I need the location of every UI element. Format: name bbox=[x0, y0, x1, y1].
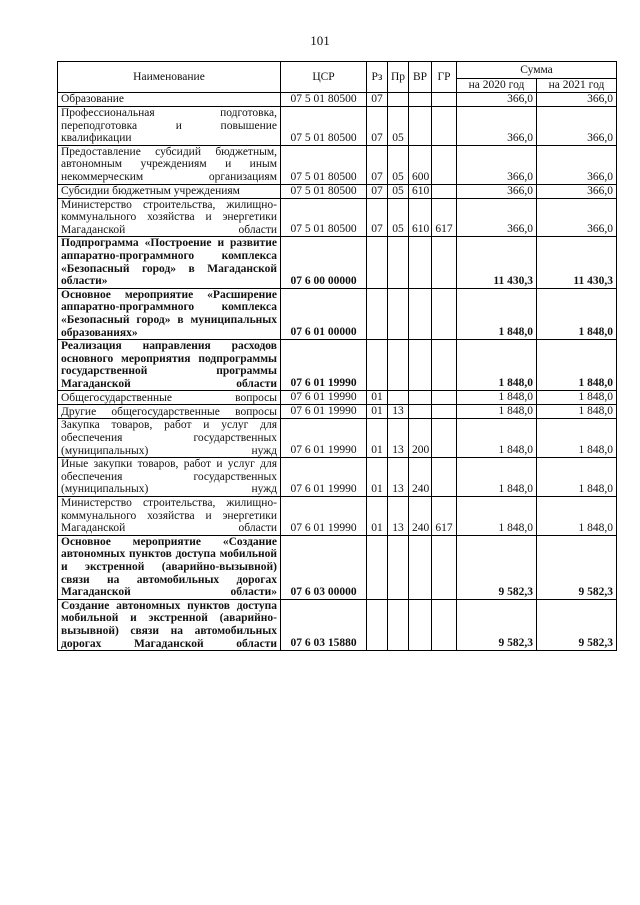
row-rz: 07 bbox=[367, 93, 388, 107]
row-sum-2021: 1 848,0 bbox=[537, 288, 617, 339]
row-gr bbox=[432, 419, 457, 458]
row-vr: 610 bbox=[409, 184, 432, 198]
row-gr bbox=[432, 93, 457, 107]
row-vr: 610 bbox=[409, 198, 432, 237]
row-name: Предоставление субсидий бюджетным, автономным учреждениям и иным некоммерческим организациям bbox=[58, 145, 281, 184]
row-gr: 617 bbox=[432, 198, 457, 237]
row-vr bbox=[409, 599, 432, 650]
table-row bbox=[58, 497, 617, 536]
table-row bbox=[58, 535, 617, 599]
row-csr: 07 5 01 80500 bbox=[281, 93, 367, 107]
row-rz: 07 bbox=[367, 198, 388, 237]
row-gr bbox=[432, 391, 457, 405]
row-sum-2021: 9 582,3 bbox=[537, 535, 617, 599]
page-number: 101 bbox=[310, 33, 330, 48]
header-vr: ВР bbox=[409, 62, 432, 93]
row-rz: 07 bbox=[367, 145, 388, 184]
row-name: Профессиональная подготовка, переподготовка и повышение квалификации bbox=[58, 107, 281, 146]
row-pr bbox=[388, 391, 409, 405]
row-rz: 01 bbox=[367, 497, 388, 536]
row-name: Другие общегосударственные вопросы bbox=[58, 405, 281, 419]
header-pr: Пр bbox=[388, 62, 409, 93]
row-gr bbox=[432, 184, 457, 198]
row-csr: 07 6 01 19990 bbox=[281, 419, 367, 458]
row-rz: 01 bbox=[367, 391, 388, 405]
row-pr: 13 bbox=[388, 405, 409, 419]
table-row bbox=[58, 419, 617, 458]
row-vr: 200 bbox=[409, 419, 432, 458]
row-sum-2020: 1 848,0 bbox=[457, 340, 537, 391]
row-sum-2021: 9 582,3 bbox=[537, 599, 617, 650]
row-gr bbox=[432, 458, 457, 497]
row-pr bbox=[388, 288, 409, 339]
row-rz: 07 bbox=[367, 107, 388, 146]
row-csr: 07 5 01 80500 bbox=[281, 184, 367, 198]
row-gr bbox=[432, 405, 457, 419]
table-row bbox=[58, 145, 617, 184]
row-gr bbox=[432, 599, 457, 650]
row-csr: 07 6 03 00000 bbox=[281, 535, 367, 599]
row-gr bbox=[432, 535, 457, 599]
row-vr bbox=[409, 405, 432, 419]
row-pr: 05 bbox=[388, 184, 409, 198]
row-sum-2020: 1 848,0 bbox=[457, 458, 537, 497]
row-vr: 240 bbox=[409, 458, 432, 497]
row-vr bbox=[409, 535, 432, 599]
row-name: Субсидии бюджетным учреждениям bbox=[58, 184, 281, 198]
row-pr bbox=[388, 535, 409, 599]
row-pr: 05 bbox=[388, 107, 409, 146]
row-name: Министерство строительства, жилищно-коммунального хозяйства и энергетики Магаданской области bbox=[58, 497, 281, 536]
row-gr bbox=[432, 145, 457, 184]
row-sum-2021: 366,0 bbox=[537, 184, 617, 198]
row-gr bbox=[432, 237, 457, 288]
row-sum-2021: 1 848,0 bbox=[537, 340, 617, 391]
row-rz: 01 bbox=[367, 458, 388, 497]
table-row bbox=[58, 107, 617, 146]
row-sum-2021: 1 848,0 bbox=[537, 458, 617, 497]
row-csr: 07 6 00 00000 bbox=[281, 237, 367, 288]
header-name: Наименование bbox=[58, 62, 281, 93]
table-row bbox=[58, 458, 617, 497]
row-csr: 07 5 01 80500 bbox=[281, 198, 367, 237]
header-sum: Сумма bbox=[457, 62, 617, 79]
row-pr: 13 bbox=[388, 419, 409, 458]
row-sum-2021: 1 848,0 bbox=[537, 497, 617, 536]
header-rz: Рз bbox=[367, 62, 388, 93]
row-csr: 07 6 03 15880 bbox=[281, 599, 367, 650]
row-name: Подпрограмма «Построение и развитие аппаратно-программного комплекса «Безопасный город» в Магаданской области» bbox=[58, 237, 281, 288]
table-row bbox=[58, 340, 617, 391]
row-pr: 05 bbox=[388, 198, 409, 237]
row-vr bbox=[409, 93, 432, 107]
row-rz bbox=[367, 237, 388, 288]
row-rz bbox=[367, 288, 388, 339]
row-csr: 07 6 01 19990 bbox=[281, 458, 367, 497]
row-sum-2020: 366,0 bbox=[457, 107, 537, 146]
row-pr bbox=[388, 237, 409, 288]
table-row bbox=[58, 405, 617, 419]
table-row bbox=[58, 198, 617, 237]
row-sum-2020: 1 848,0 bbox=[457, 419, 537, 458]
table-row bbox=[58, 599, 617, 650]
row-pr bbox=[388, 340, 409, 391]
row-sum-2020: 1 848,0 bbox=[457, 405, 537, 419]
row-vr bbox=[409, 340, 432, 391]
row-csr: 07 6 01 19990 bbox=[281, 340, 367, 391]
row-rz bbox=[367, 599, 388, 650]
row-name: Основное мероприятие «Создание автономных пунктов доступа мобильной и экстренной (аварийно-вызывной) связи на автомобильных дорогах Магаданской области» bbox=[58, 535, 281, 599]
row-name: Основное мероприятие «Расширение аппаратно-программного комплекса «Безопасный город» в муниципальных образованиях» bbox=[58, 288, 281, 339]
row-gr bbox=[432, 288, 457, 339]
row-vr: 600 bbox=[409, 145, 432, 184]
row-sum-2021: 11 430,3 bbox=[537, 237, 617, 288]
row-csr: 07 6 01 19990 bbox=[281, 391, 367, 405]
row-gr bbox=[432, 107, 457, 146]
row-rz: 01 bbox=[367, 419, 388, 458]
row-vr bbox=[409, 288, 432, 339]
row-rz: 07 bbox=[367, 184, 388, 198]
row-name: Министерство строительства, жилищно-коммунального хозяйства и энергетики Магаданской области bbox=[58, 198, 281, 237]
row-sum-2020: 366,0 bbox=[457, 145, 537, 184]
header-year-2021: на 2021 год bbox=[537, 79, 617, 93]
row-pr bbox=[388, 93, 409, 107]
row-gr: 617 bbox=[432, 497, 457, 536]
header-year-2020: на 2020 год bbox=[457, 79, 537, 93]
row-sum-2021: 366,0 bbox=[537, 145, 617, 184]
row-csr: 07 6 01 19990 bbox=[281, 497, 367, 536]
row-name: Образование bbox=[58, 93, 281, 107]
row-sum-2021: 1 848,0 bbox=[537, 391, 617, 405]
row-sum-2020: 366,0 bbox=[457, 198, 537, 237]
row-sum-2020: 366,0 bbox=[457, 93, 537, 107]
row-sum-2020: 11 430,3 bbox=[457, 237, 537, 288]
row-rz bbox=[367, 340, 388, 391]
row-csr: 07 6 01 19990 bbox=[281, 405, 367, 419]
row-csr: 07 5 01 80500 bbox=[281, 107, 367, 146]
row-rz: 01 bbox=[367, 405, 388, 419]
row-pr bbox=[388, 599, 409, 650]
row-name: Реализация направления расходов основного мероприятия подпрограммы государственной программы Магаданской области bbox=[58, 340, 281, 391]
row-vr bbox=[409, 391, 432, 405]
table-row bbox=[58, 391, 617, 405]
row-sum-2021: 366,0 bbox=[537, 198, 617, 237]
row-sum-2021: 1 848,0 bbox=[537, 419, 617, 458]
row-vr bbox=[409, 107, 432, 146]
row-rz bbox=[367, 535, 388, 599]
row-vr: 240 bbox=[409, 497, 432, 536]
row-vr bbox=[409, 237, 432, 288]
row-name: Закупка товаров, работ и услуг для обеспечения государственных (муниципальных) нужд bbox=[58, 419, 281, 458]
row-sum-2020: 1 848,0 bbox=[457, 391, 537, 405]
table-row bbox=[58, 288, 617, 339]
row-sum-2021: 366,0 bbox=[537, 93, 617, 107]
header-csr: ЦСР bbox=[281, 62, 367, 93]
row-pr: 13 bbox=[388, 458, 409, 497]
row-csr: 07 5 01 80500 bbox=[281, 145, 367, 184]
row-pr: 13 bbox=[388, 497, 409, 536]
row-sum-2020: 1 848,0 bbox=[457, 497, 537, 536]
row-name: Создание автономных пунктов доступа мобильной и экстренной (аварийно-вызывной) связи на автомобильных дорогах Магаданской области bbox=[58, 599, 281, 650]
header-gr: ГР bbox=[432, 62, 457, 93]
table-row bbox=[58, 237, 617, 288]
row-sum-2020: 366,0 bbox=[457, 184, 537, 198]
row-name: Иные закупки товаров, работ и услуг для обеспечения государственных (муниципальных) нужд bbox=[58, 458, 281, 497]
row-sum-2021: 366,0 bbox=[537, 107, 617, 146]
row-sum-2020: 9 582,3 bbox=[457, 535, 537, 599]
table-row bbox=[58, 93, 617, 107]
row-sum-2020: 1 848,0 bbox=[457, 288, 537, 339]
row-sum-2020: 9 582,3 bbox=[457, 599, 537, 650]
row-pr: 05 bbox=[388, 145, 409, 184]
budget-table bbox=[57, 61, 617, 651]
table-row bbox=[58, 184, 617, 198]
row-name: Общегосударственные вопросы bbox=[58, 391, 281, 405]
row-sum-2021: 1 848,0 bbox=[537, 405, 617, 419]
row-gr bbox=[432, 340, 457, 391]
row-csr: 07 6 01 00000 bbox=[281, 288, 367, 339]
